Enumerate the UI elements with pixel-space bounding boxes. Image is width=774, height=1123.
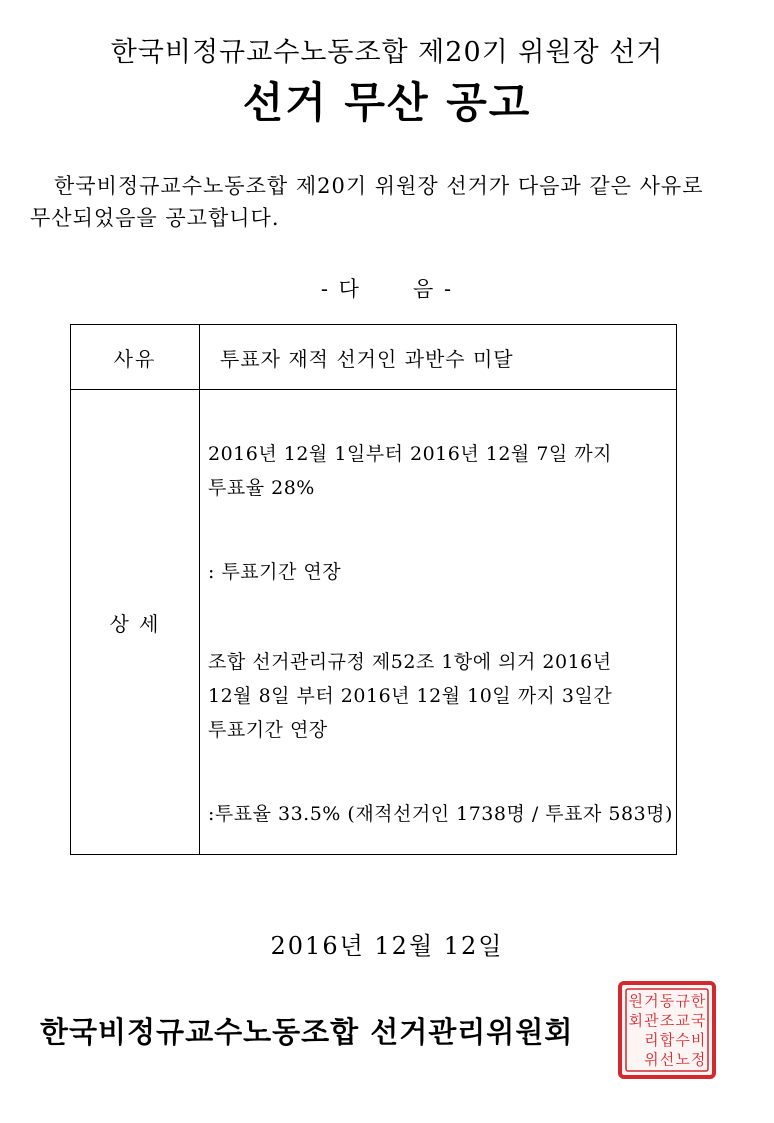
detail-line: 조합 선거관리규정 제52조 1항에 의거 2016년	[208, 651, 612, 673]
detail-line: :투표율 33.5% (재적선거인 1738명 / 투표자 583명)	[208, 803, 673, 825]
document-subtitle: 한국비정규교수노동조합 제20기 위원장 선거	[110, 37, 664, 68]
separator-heading: - 다 음 -	[320, 277, 454, 301]
announcement-date: 2016년 12월 12일	[270, 932, 504, 960]
detail-cell	[200, 390, 677, 855]
seal-glyph: 거	[644, 993, 659, 1011]
detail-line: 2016년 12월 1일부터 2016년 12월 7일 까지	[208, 443, 613, 465]
seal-glyph: 규	[675, 993, 690, 1011]
seal-glyph: 관	[644, 1012, 659, 1030]
official-seal-icon	[617, 980, 717, 1080]
seal-glyph: 정	[691, 1051, 706, 1069]
seal-glyph: 한	[691, 993, 706, 1011]
seal-glyph: 선	[659, 1051, 675, 1069]
reason-value: 투표자 재적 선거인 과반수 미달	[200, 325, 677, 390]
detail-line: 12월 8일 부터 2016년 12월 10일 까지 3일간	[208, 685, 613, 707]
seal-graphic	[617, 980, 717, 1080]
document-title: 선거 무산 공고	[242, 78, 532, 127]
detail-line: 투표율 28%	[208, 477, 315, 499]
detail-line: 투표기간 연장	[208, 719, 328, 741]
seal-glyph: 동	[659, 993, 675, 1011]
detail-line: : 투표기간 연장	[208, 561, 342, 583]
seal-glyph: 수	[675, 1032, 690, 1050]
info-table	[70, 324, 677, 855]
seal-glyph: 국	[691, 1012, 706, 1030]
seal-glyph: 위	[644, 1051, 659, 1069]
detail-label: 상 세	[71, 390, 200, 855]
seal-glyph: 원	[628, 993, 643, 1011]
seal-glyph: 회	[628, 1012, 643, 1030]
seal-glyph: 비	[691, 1032, 706, 1050]
seal-glyph: 리	[644, 1032, 659, 1050]
reason-label: 사유	[71, 325, 200, 390]
detail-row	[71, 390, 677, 855]
seal-glyph: 노	[675, 1051, 690, 1069]
organization-name: 한국비정규교수노동조합 선거관리위원회	[40, 1015, 574, 1049]
intro-paragraph: 한국비정규교수노동조합 제20기 위원장 선거가 다음과 같은 사유로 무산되었음을 공고합니다.	[30, 174, 704, 230]
reason-row	[71, 325, 677, 390]
seal-glyph: 교	[675, 1012, 690, 1030]
seal-glyph: 조	[659, 1012, 675, 1030]
seal-glyph: 합	[659, 1032, 675, 1050]
